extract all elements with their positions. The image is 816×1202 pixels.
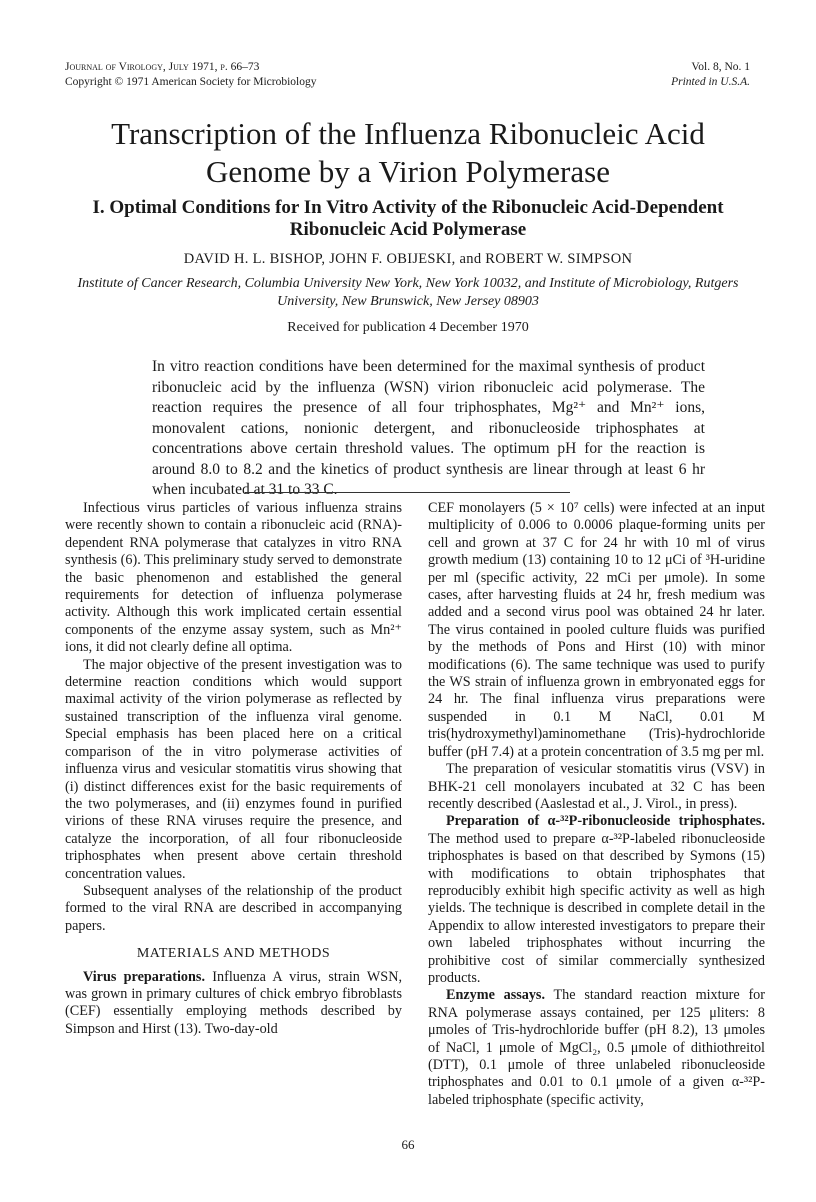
abstract-divider (245, 492, 570, 493)
paragraph: Infectious virus particles of various influenza strains were recently shown to contain a ribonucleic acid (RNA)-dependent RNA polymerase that catalyzes in vitro RNA synthesis (6). This preliminary study served to demonstrate the basic phenomenon and established the general requirements for detection of influenza polymerase activity. Although this work implicated certain essential components of the enzyme assay system, such as Mn²⁺ ions, it did not clearly define all optima. (65, 500, 402, 656)
abstract: In vitro reaction conditions have been determined for the maximal synthesis of product ribonucleic acid by the influenza (WSN) virion ribonucleic acid polymerase. The reaction requires the presence of all four triphosphates, Mg²⁺ and Mn²⁺ ions, monovalent cations, nonionic detergent, and ribonucleoside triphosphates at concentrations above certain threshold values. The optimum pH for the reaction is around 8.0 to 8.2 and the kinetics of product synthesis are linear through at least 6 hr when incubated at 31 to 33 C. (152, 358, 705, 498)
paragraph: The preparation of vesicular stomatitis virus (VSV) in BHK-21 cell monolayers incubated at 32 C has been recently described (Aaslestad et al., J. Virol., in press). (428, 761, 765, 812)
paragraph (428, 987, 765, 1109)
right-column (428, 500, 765, 1109)
running-header-right (600, 60, 750, 90)
article-title: Transcription of the Influenza Ribonucleic Acid Genome by a Virion Polymerase (111, 116, 705, 189)
received-date: Received for publication 4 December 1970 (287, 320, 529, 335)
run-in-heading: Enzyme assays. (446, 987, 546, 1004)
left-column (65, 500, 402, 1038)
author-list: DAVID H. L. BISHOP, JOHN F. OBIJESKI, and ROBERT W. SIMPSON (183, 251, 633, 267)
paragraph-text: Influenza A virus, strain WSN, was grown in primary cultures of chick embryo fibroblasts (CEF) essentially employing methods described by Simpson and Hirst (13). Two-day-old (65, 968, 402, 1037)
run-in-heading: Preparation of α-³²P-ribonucleoside triphosphates. (446, 813, 765, 830)
journal-line: Journal of Virology, July 1971, p. 66–73 (65, 61, 260, 73)
page-number: 66 (401, 1137, 415, 1152)
paragraph: CEF monolayers (5 × 10⁷ cells) were infected at an input multiplicity of 0.006 to 0.0006 plaque-forming units per cell and grown at 37 C for 24 hr with 10 ml of virus growth medium (13) containing 10 to 12 μCi of ³H-uridine per ml (specific activity, 22 mCi per μmole). In some cases, after harvesting fluids at 24 hr, fresh medium was added and a second virus pool was obtained 24 hr later. The virus contained in pooled culture fluids was purified by the methods of Pons and Hirst (10) with minor modifications (6). The same technique was used to purify the WS strain of influenza grown in embryonated eggs for 24 hr. The final influenza virus preparations were suspended in 0.1 M NaCl, 0.01 M tris(hydroxymethyl)aminomethane (Tris)-hydrochloride buffer (pH 7.4) at a protein concentration of 3.5 mg per ml. (428, 500, 765, 760)
affiliation: Institute of Cancer Research, Columbia University New York, New York 10032, and Institute of Microbiology, Rutgers University, New Brunswick, New Jersey 08903 (77, 276, 739, 309)
paragraph-text: The standard reaction mixture for RNA polymerase assays contained, per 125 μliters: 8 μmoles of Tris-hydrochloride buffer (pH 8.2), 13 μmoles of NaCl, 1 μmole of MgCl₂, 0.5 μmole of dithiothreitol (DTT), 0.1 μmole of three unlabeled ribonucleoside triphosphates and 0.01 to 0.1 μmole of a given α-³²P-labeled triphosphate (specific activity, (428, 987, 765, 1108)
printed-line: Printed in U.S.A. (671, 76, 750, 88)
article-subtitle: I. Optimal Conditions for In Vitro Activity of the Ribonucleic Acid-Dependent Ribonucleic Acid Polymerase (92, 197, 724, 240)
paragraph: Subsequent analyses of the relationship of the product formed to the viral RNA are described in accompanying papers. (65, 882, 402, 934)
paragraph (65, 969, 402, 1039)
run-in-heading: Virus preparations. (83, 968, 205, 985)
paragraph: The major objective of the present investigation was to determine reaction conditions which would support maximal activity of the virion polymerase as reflected by sustained transcription of the influenza viral genome. Special emphasis has been placed here on a critical comparison of the in vitro polymerase activities of influenza virus and vesicular stomatitis virus showing that (i) distinct differences exist for the basic requirements of the two polymerases, and (ii) enzymes found in purified virions of these RNA viruses require the presence, and catalyze the incorporation, of all four ribonucleoside triphosphates when present above certain threshold concentration values. (65, 656, 402, 882)
paragraph (428, 813, 765, 987)
section-heading: MATERIALS AND METHODS (136, 946, 331, 962)
running-header-left (65, 60, 485, 90)
volume-line: Vol. 8, No. 1 (691, 61, 750, 73)
copyright-line: Copyright © 1971 American Society for Microbiology (65, 76, 317, 88)
paragraph-text: The method used to prepare α-³²P-labeled ribonucleoside triphosphates is based on that described by Symons (15) with modifications to obtain triphosphates that reproducibly exhibit high specific activity as well as high yields. The technique is described in complete detail in the Appendix to allow interested investigators to prepare their own labeled triphosphates without incurring the prohibitive cost of similar commercially synthesized products. (428, 830, 765, 986)
